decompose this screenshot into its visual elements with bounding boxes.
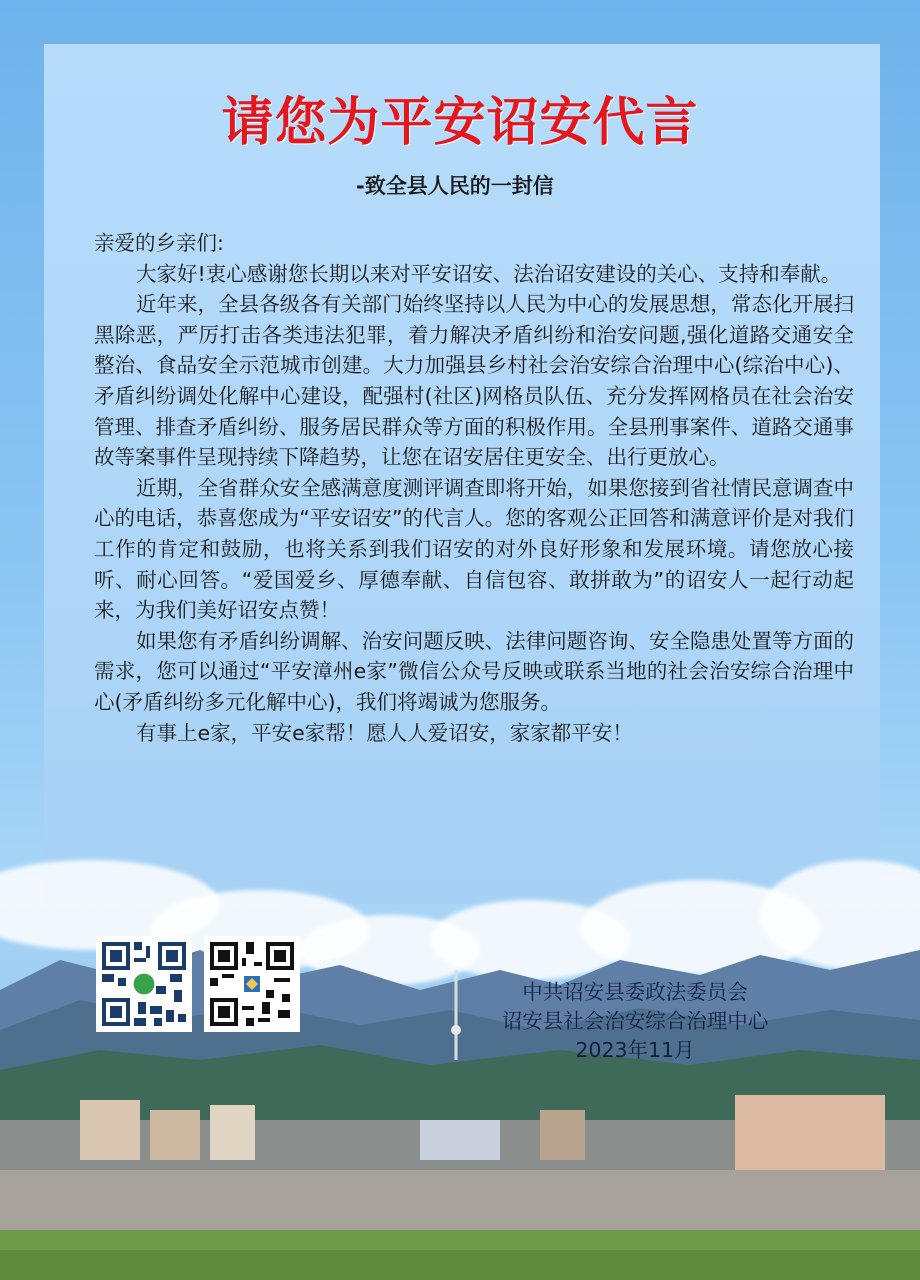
city-skyline <box>0 1080 920 1280</box>
page-subtitle: -致全县人民的一封信 <box>356 174 554 198</box>
qr-code-public-account[interactable] <box>206 938 298 1030</box>
qr-code-icon <box>206 938 298 1030</box>
signature-block <box>470 978 800 1065</box>
paragraph-slogan: 有事上e家，平安e家帮！愿人人爱诏安，家家都平安！ <box>136 720 633 745</box>
qr-code-wechat[interactable] <box>98 938 190 1030</box>
salutation: 亲爱的乡亲们: <box>94 231 224 255</box>
paragraph-greeting: 大家好!衷心感谢您长期以来对平安诏安、法治诏安建设的关心、支持和奉献。 <box>136 261 842 286</box>
signature-date: 2023年11月 <box>575 1038 695 1062</box>
letter-body <box>94 228 854 748</box>
signature-org-2: 诏安县社会治安综合治理中心 <box>501 1009 769 1033</box>
paragraph-achievements: 近年来，全县各级各有关部门始终坚持以人民为中心的发展思想，常态化开展扫黑除恶，严厉打击各类违法犯罪，着力解决矛盾纠纷和治安问题,强化道路交通安全整治、食品安全示范城市创建。大力加强县乡村社会治安综合治理中心(综治中心)、矛盾纠纷调处化解中心建设，配强村(社区)网格员队伍、充分发挥网格员在社会治安管理、排查矛盾纠纷、服务居民群众等方面的积极作用。全县刑事案件、道路交通事故等案事件呈现持续下降趋势，让您在诏安居住更安全、出行更放心。 <box>94 292 854 470</box>
paragraph-survey: 近期，全省群众安全感满意度测评调查即将开始，如果您接到省社情民意调查中心的电话，恭喜您成为“平安诏安”的代言人。您的客观公正回答和满意评价是对我们工作的肯定和鼓励，也将关系到我们诏安的对外良好形象和发展环境。请您放心接听、耐心回答。“爱国爱乡、厚德奉献、自信包容、敢拼敢为”的诏安人一起行动起来，为我们美好诏安点赞！ <box>94 475 854 623</box>
paragraph-services: 如果您有矛盾纠纷调解、治安问题反映、法律问题咨询、安全隐患处置等方面的需求，您可以通过“平安漳州e家”微信公众号反映或联系当地的社会治安综合治理中心(矛盾纠纷多元化解中心)，我们将竭诚为您服务。 <box>94 628 854 714</box>
qr-code-icon <box>98 938 190 1030</box>
page-title: 请您为平安诏安代言 <box>221 93 699 153</box>
signature-org-1: 中共诏安县委政法委员会 <box>522 980 748 1004</box>
